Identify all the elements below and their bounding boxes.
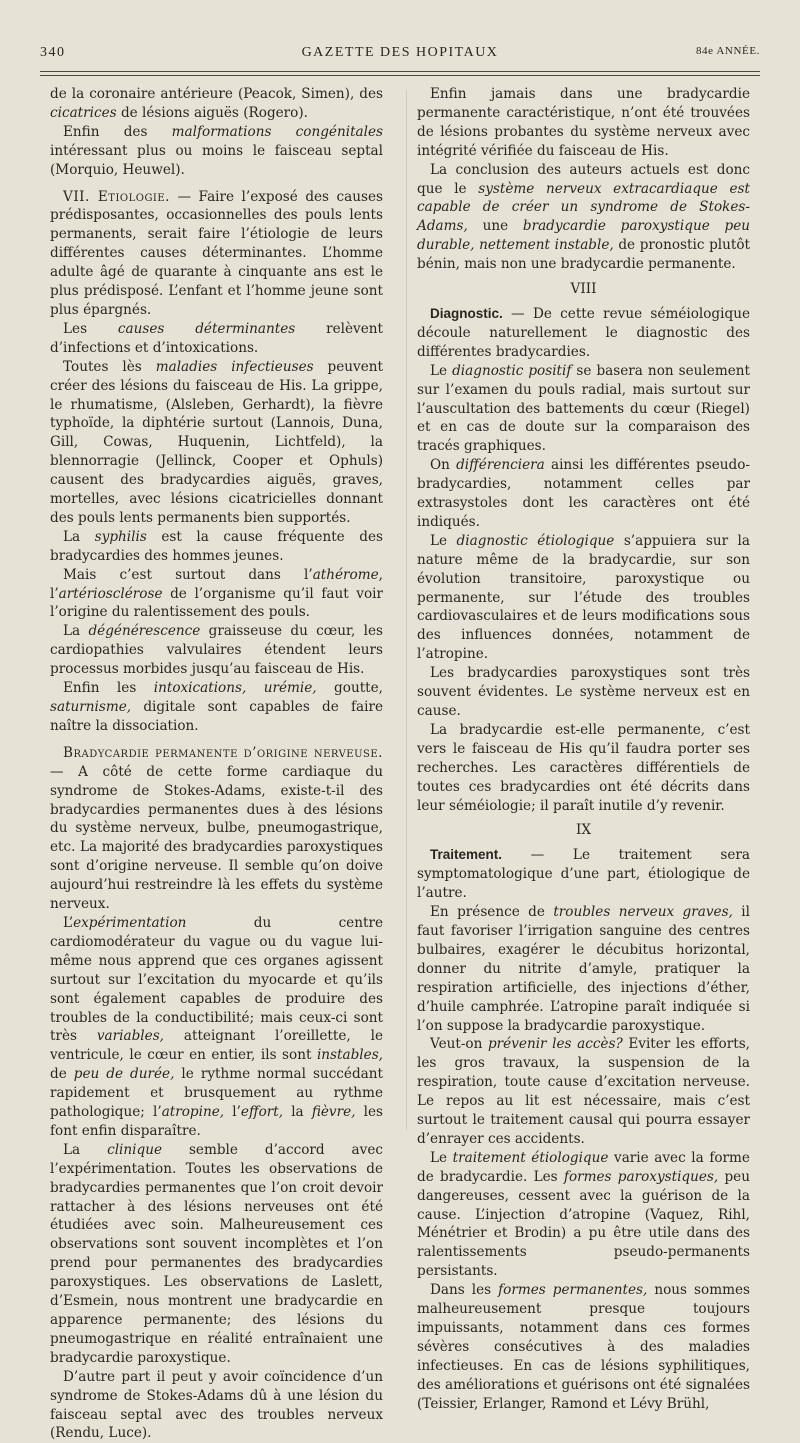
paragraph: La syphilis est la cause fréquente des bradycardies des hommes jeunes. — [50, 528, 383, 564]
paragraph: Le diagnostic étiologique s’appuiera sur la nature même de la bradycardie, sur son évolution transitoire, paroxystique ou permanente, sur l’étude des troubles cardiovasculaires et de leurs modifications sous des influences données, notamment de l’atropine. — [417, 532, 750, 663]
left-column — [50, 85, 383, 1443]
section-diagnostic: Diagnostic. — De cette revue séméiologique découle naturellement le diagnostic des différentes bradycardies. — [417, 305, 750, 360]
section-bradycardie-nerveuse: Bradycardie permanente d’origine nerveuse. — A côté de cette forme cardiaque du syndrome de Stokes-Adams, existe-t-il des bradycardies permanentes dues à des lésions du système nerveux, bulbe, pneumogastrique, etc. La majorité des bradycardies paroxystiques sont d’origine nerveuse. Il semble qu’on doive aujourd’hui restreindre là les effets du système nerveux. — [50, 744, 383, 913]
paragraph: de la coronaire antérieure (Peacok, Simen), des cicatrices de lésions aiguës (Rogero). — [50, 86, 383, 121]
paragraph: Les bradycardies paroxystiques sont très souvent évidentes. Le système nerveux est en cause. — [417, 665, 750, 719]
section-heading: VII. Etiologie. — [63, 188, 170, 205]
paragraph: On différenciera ainsi les différentes pseudo-bradycardies, notamment celles par extrasystoles dont les caractères ont été indiqués. — [417, 457, 750, 530]
paragraph: La dégénérescence graisseuse du cœur, les cardiopathies valvulaires étendent leurs processus morbides jusqu’au faisceau de His. — [50, 623, 384, 678]
page-number: 340 — [40, 45, 66, 60]
section-heading: Diagnostic. — [430, 305, 503, 321]
section-number-viii: VIII — [570, 281, 597, 298]
section-heading: Bradycardie permanente d’origine nerveuse. — [63, 744, 383, 761]
paragraph: La bradycardie est-elle permanente, c’est vers le faisceau de His qu’il faudra porter ses recherches. Les caractères différentiels de toutes ces bradycardies ont été décrits dans leur séméiologie; il paraît inutile d’y revenir. — [417, 721, 750, 814]
header-rule-bottom — [40, 75, 760, 76]
header-rule-top — [40, 71, 760, 72]
journal-title: GAZETTE DES HOPITAUX — [301, 45, 499, 60]
paragraph: Enfin les intoxications, urémie, goutte, saturnisme, digitale sont capables de faire naître la dissociation. — [50, 680, 383, 734]
paragraph: Mais c’est surtout dans l’athérome, l’artériosclérose de l’organisme qu’il faut voir l’origine du ralentissement des pouls. — [50, 566, 383, 621]
paragraph: Dans les formes permanentes, nous sommes malheureusement presque toujours impuissants, notamment dans ces formes sévères consécutives à des maladies infectieuses. En cas de lésions syphilitiques, des améliorations et guérisons ont été signalées (Teissier, Erlanger, Ramond et Lévy Brühl, — [417, 1282, 751, 1412]
paragraph: Les causes déterminantes relèvent d’infections et d’intoxications. — [50, 320, 383, 356]
paragraph: Toutes lès maladies infectieuses peuvent créer des lésions du faisceau de His. La grippe, le rhumatisme, (Alsleben, Gerhardt), la fièvre typhoïde, la diphtérie surtout (Lannois, Duna, Gill, Cowas, Huquenin, Lichtfeld), la blennorragie (Jellinck, Cooper et Ophuls) causent des bradycardies aiguës, graves, mortelles, avec lésions cicatricielles donnant des pouls lents permanents bien supportés. — [50, 358, 383, 526]
section-etiologie: VII. Etiologie. — Faire l’exposé des causes prédisposantes, occasionnelles des pouls lents permanents, serait faire l’étiologie de leurs différentes causes déterminantes. L’homme adulte âgé de quarante à cinquante ans est le plus prédisposé. L’enfant et l’homme jeune sont plus épargnés. — [50, 188, 383, 318]
section-traitement: Traitement. — Le traitement sera symptomatologique d’une part, étiologique de l’autre. — [417, 847, 750, 902]
year-label: 84e ANNÉE. — [695, 45, 760, 57]
paragraph: La clinique semble d’accord avec l’expérimentation. Toutes les observations de bradycardies permanentes que l’on croit devoir rattacher à des lésions nerveuses ont été étudiées avec soin. Malheureusement ces observations sont souvent incomplètes et l’on prend pour permanentes des bradycardies paroxystiques. Les observations de Laslett, d’Esmein, nous montrent une bradycardie en apparence permanente; des lésions du pneumogastrique en réalité entraînaient une bradycardie paroxystique. — [50, 1141, 384, 1366]
section-heading: Traitement. — [430, 847, 503, 863]
section-number-ix: IX — [575, 822, 592, 839]
paragraph: Veut-on prévenir les accès? Eviter les efforts, les gros travaux, la suspension de la respiration, toute cause d’excitation nerveuse. Le repos au lit est nécessaire, mais c’est surtout le traitement causal qui pourra essayer d’enrayer ces accidents. — [417, 1036, 751, 1147]
paragraph: Le diagnostic positif se basera non seulement sur l’examen du pouls radial, mais surtout sur l’auscultation des battements du cœur (Riegel) et en cas de doute sur la comparaison des tracés graphiques. — [417, 362, 750, 455]
paragraph: D’autre part il peut y avoir coïncidence d’un syndrome de Stokes-Adams dû à une lésion du faisceau septal avec des troubles nerveux (Rendu, Luce). — [50, 1368, 383, 1442]
paragraph: Enfin des malformations congénitales intéressant plus ou moins le faisceau septal (Morquio, Heuwel). — [50, 123, 384, 178]
column-separator — [406, 90, 407, 1130]
paragraph: L’expérimentation du centre cardiomodérateur du vague ou du vague lui-même nous apprend que ces organes agissent surtout sur l’excitation du myocarde et qu’ils sont également capables de produire des troubles de la conductibilité; mais ceux-ci sont très variables, atteignant l’oreillette, le ventricule, le cœur en entier, ils sont instables, de peu de durée, le rythme normal succédant rapidement et brusquement au rythme pathologique; l’atropine, l’effort, la fièvre, les font enfin disparaître. — [50, 914, 383, 1139]
paragraph: En présence de troubles nerveux graves, il faut favoriser l’irrigation sanguine des centres bulbaires, exagérer le décubitus horizontal, donner du nitrite d’amyle, pratiquer la respiration artificielle, des injections d’éther, d’huile camphrée. L’atropine paraît indiquée si l’on suppose la bradycardie paroxystique. — [417, 904, 750, 1034]
paragraph: La conclusion des auteurs actuels est donc que le système nerveux extracardiaque est capable de créer un syndrome de Stokes-Adams, une bradycardie paroxystique peu durable, nettement instable, de pronostic plutôt bénin, mais non une bradycardie permanente. — [417, 161, 750, 273]
page-header — [40, 45, 760, 69]
paragraph: Enfin jamais dans une bradycardie permanente caractéristique, n’ont été trouvées de lésions probantes du système nerveux avec intégrité vérifiée du faisceau de His. — [417, 86, 750, 159]
paragraph: Le traitement étiologique varie avec la forme de bradycardie. Les formes paroxystiques, peu dangereuses, cessent avec la guérison de la cause. L’injection d’atropine (Vaquez, Rihl, Ménétrier et Brodin) a pu être utile dans des ralentissements pseudo-permanents persistants. — [417, 1149, 750, 1280]
right-column — [417, 85, 750, 1414]
